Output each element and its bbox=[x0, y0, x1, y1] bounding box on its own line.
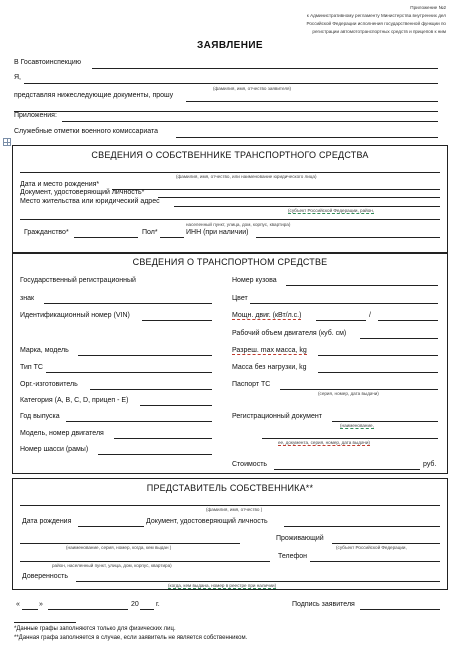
color-field[interactable] bbox=[250, 303, 438, 304]
reg-doc-hint-1: (наименование, bbox=[340, 423, 374, 428]
to-gai-label: В Госавтоинспекцию bbox=[14, 59, 81, 66]
citizenship-field[interactable] bbox=[74, 237, 138, 238]
owner-id-doc-label: Документ, удостоверяющий личность* bbox=[20, 189, 145, 196]
category-field[interactable] bbox=[140, 405, 212, 406]
regulation-line-1: к Административному регламенту Министерства внутренних дел bbox=[306, 13, 446, 18]
attachments-field[interactable] bbox=[62, 121, 438, 122]
volume-field[interactable] bbox=[360, 338, 438, 339]
request-field[interactable] bbox=[186, 101, 438, 102]
cost-label: Стоимость bbox=[232, 461, 268, 468]
to-gai-field[interactable] bbox=[92, 68, 438, 69]
owner-residence-field-2[interactable] bbox=[20, 219, 440, 220]
date-quote-close: » bbox=[39, 601, 43, 608]
rep-phone-label: Телефон bbox=[278, 553, 308, 560]
type-field[interactable] bbox=[46, 372, 212, 373]
maker-field[interactable] bbox=[90, 389, 212, 390]
owner-birth-label: Дата и место рождения* bbox=[20, 181, 100, 188]
maker-label: Орг.-изготовитель bbox=[20, 381, 78, 388]
color-label: Цвет bbox=[232, 295, 248, 302]
rep-id-doc-field-2[interactable] bbox=[20, 543, 240, 544]
reg-doc-label: Регистрационный документ bbox=[232, 413, 322, 420]
rep-address-hint: район, населенный пункт, улица, дом, корпус, квартира) bbox=[52, 563, 172, 568]
date-year-field[interactable] bbox=[140, 609, 154, 610]
presenting-label: представляя нижеследующие документы, прошу bbox=[14, 92, 174, 99]
reg-doc-field[interactable] bbox=[332, 421, 438, 422]
applicant-label: Я, bbox=[14, 74, 21, 81]
max-mass-field[interactable] bbox=[318, 355, 438, 356]
inn-field[interactable] bbox=[256, 237, 440, 238]
sex-field[interactable] bbox=[160, 237, 184, 238]
chassis-label: Номер шасси (рамы) bbox=[20, 446, 89, 453]
table-move-icon[interactable] bbox=[3, 138, 11, 146]
applicant-field[interactable] bbox=[24, 83, 438, 84]
attachments-label: Приложения: bbox=[14, 112, 57, 119]
date-day-field[interactable] bbox=[22, 609, 38, 610]
signature-label: Подпись заявителя bbox=[292, 601, 355, 608]
pts-field[interactable] bbox=[280, 389, 438, 390]
cost-unit: руб. bbox=[423, 461, 437, 468]
owner-subject-hint: (субъект Российской Федерации, район, bbox=[288, 208, 375, 213]
date-year-suffix: г. bbox=[156, 601, 160, 608]
applicant-name-hint: (фамилия, имя, отчество заявителя) bbox=[213, 86, 292, 91]
date-quote-open: « bbox=[16, 601, 20, 608]
request-field-2[interactable] bbox=[14, 111, 438, 112]
power-hp-field[interactable] bbox=[378, 320, 438, 321]
owner-address-hint: населенный пункт, улица, дом, корпус, квартира) bbox=[186, 222, 291, 227]
rep-id-doc-field[interactable] bbox=[284, 526, 440, 527]
make-model-label: Марка, модель bbox=[20, 347, 69, 354]
max-mass-label: Разреш. max масса, kg bbox=[232, 347, 307, 354]
type-label: Тип ТС bbox=[20, 364, 43, 371]
volume-label-text: Рабочий объем двигателя (куб. см) bbox=[232, 330, 347, 337]
appendix-number: Приложение №2 bbox=[410, 5, 446, 10]
make-model-field[interactable] bbox=[78, 355, 212, 356]
year-label: Год выпуска bbox=[20, 413, 60, 420]
footnote-divider bbox=[14, 622, 76, 623]
reg-sign-label-2: знак bbox=[20, 295, 35, 302]
engine-label: Модель, номер двигателя bbox=[20, 430, 104, 437]
body-number-label: Номер кузова bbox=[232, 277, 277, 284]
vehicle-section-title: СВЕДЕНИЯ О ТРАНСПОРТНОМ СРЕДСТВЕ bbox=[132, 257, 328, 267]
owner-name-hint: (фамилия, имя, отчество, или наименование юридического лица) bbox=[176, 174, 317, 179]
volume-label bbox=[232, 330, 346, 337]
power-kw-field[interactable] bbox=[316, 320, 366, 321]
page-title: ЗАЯВЛЕНИЕ bbox=[196, 40, 263, 51]
footnote-1: *Данные графы заполняются только для физических лиц. bbox=[14, 626, 176, 632]
rep-subject-hint: (субъект Российской Федерации, bbox=[336, 545, 407, 550]
rep-birth-field[interactable] bbox=[78, 526, 144, 527]
inn-label: ИНН (при наличии) bbox=[186, 229, 249, 236]
body-number-field[interactable] bbox=[286, 285, 438, 286]
reg-sign-label-1: Государственный регистрационный bbox=[20, 277, 136, 284]
owner-residence-label: Место жительства или юридический адрес bbox=[20, 198, 160, 205]
rep-name-hint: (фамилия, имя, отчество ) bbox=[206, 507, 263, 512]
regulation-line-3: регистрации автомототранспортных средств и прицепов к ним bbox=[312, 29, 446, 34]
rep-doc-hint: (наименование, серия, номер, когда, кем выдан ) bbox=[66, 545, 172, 550]
military-field[interactable] bbox=[176, 137, 438, 138]
chassis-field[interactable] bbox=[98, 454, 212, 455]
representative-section-title: ПРЕДСТАВИТЕЛЬ СОБСТВЕННИКА** bbox=[146, 483, 314, 493]
pts-hint: (серия, номер, дата выдачи) bbox=[318, 391, 379, 396]
signature-field[interactable] bbox=[360, 609, 440, 610]
rep-residing-field[interactable] bbox=[332, 543, 440, 544]
engine-field[interactable] bbox=[114, 438, 212, 439]
rep-address-field[interactable] bbox=[20, 561, 270, 562]
representative-section bbox=[12, 478, 448, 590]
rep-poa-hint: (когда, кем выдана, номер в реестре при наличии) bbox=[168, 583, 277, 588]
rep-phone-field[interactable] bbox=[310, 561, 440, 562]
owner-name-field[interactable] bbox=[20, 172, 440, 173]
date-year-prefix: 20 bbox=[131, 601, 139, 608]
power-label: Мощн. двиг. (кВт/л.с.) bbox=[232, 312, 302, 319]
rep-birth-label: Дата рождения bbox=[22, 518, 72, 525]
rep-poa-label: Доверенность bbox=[22, 573, 69, 580]
military-label: Служебные отметки военного комиссариата bbox=[14, 128, 159, 135]
regulation-line-2: Российской Федерации исполнения государственной функции по bbox=[306, 21, 446, 26]
rep-residing-label: Проживающий bbox=[276, 535, 324, 542]
rep-name-field[interactable] bbox=[20, 505, 440, 506]
owner-section-title: СВЕДЕНИЯ О СОБСТВЕННИКЕ ТРАНСПОРТНОГО СРЕДСТВА bbox=[91, 150, 369, 160]
reg-doc-hint-2: ее, документа, серия, номер, дата выдачи) bbox=[278, 440, 370, 445]
power-separator: / bbox=[369, 312, 371, 319]
vehicle-section bbox=[12, 253, 448, 474]
category-label: Категория (А, В, С, D, прицеп - Е) bbox=[20, 397, 129, 404]
owner-id-doc-field[interactable] bbox=[158, 197, 440, 198]
footnote-2: **Данная графа заполняется в случае, если заявитель не является собственником. bbox=[14, 635, 248, 641]
pts-label: Паспорт ТС bbox=[232, 381, 271, 388]
cost-field[interactable] bbox=[274, 469, 420, 470]
owner-birth-field[interactable] bbox=[112, 189, 440, 190]
vin-label: Идентификационный номер (VIN) bbox=[20, 312, 130, 319]
sex-label: Пол* bbox=[142, 229, 158, 236]
reg-sign-field[interactable] bbox=[44, 303, 212, 304]
vin-field[interactable] bbox=[142, 320, 212, 321]
rep-poa-field[interactable] bbox=[76, 581, 440, 582]
unladen-mass-label: Масса без нагрузки, kg bbox=[232, 364, 307, 371]
year-field[interactable] bbox=[66, 421, 212, 422]
rep-id-doc-label: Документ, удостоверяющий личность bbox=[146, 518, 268, 525]
date-month-field[interactable] bbox=[48, 609, 128, 610]
owner-residence-field[interactable] bbox=[174, 206, 440, 207]
unladen-mass-field[interactable] bbox=[318, 372, 438, 373]
citizenship-label: Гражданство* bbox=[24, 229, 69, 236]
reg-doc-field-2[interactable] bbox=[262, 438, 438, 439]
